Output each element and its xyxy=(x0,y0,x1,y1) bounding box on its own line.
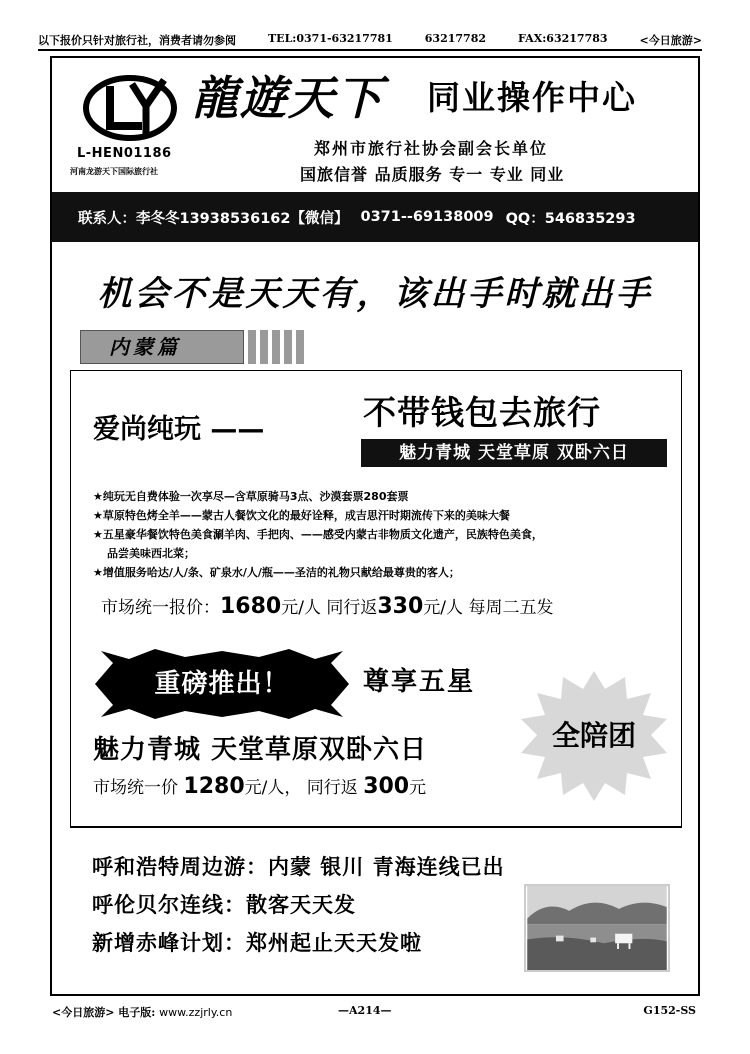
fax-number: FAX:63217783 xyxy=(518,32,608,45)
brand-tagline: 同业操作中心 xyxy=(427,78,637,117)
company-slogan: 国旅信誉 品质服务 专一 专业 同业 xyxy=(300,165,565,184)
top-info-bar xyxy=(38,32,702,50)
offer2-route: 魅力青城 天堂草原双卧六日 xyxy=(93,735,428,765)
company-full-name: 河南龙游天下国际旅行社 xyxy=(70,167,158,176)
burst-banner xyxy=(95,649,349,719)
price-label: 市场统一报价： xyxy=(101,598,220,618)
offer1-features xyxy=(93,487,673,582)
offer2-price xyxy=(93,773,426,799)
agency-notice: 以下报价只针对旅行社，消费者请勿参阅 xyxy=(38,34,236,47)
section-title: 内蒙篇 xyxy=(109,335,181,359)
contact-bar xyxy=(52,192,698,242)
association-title: 郑州市旅行社协会副会长单位 xyxy=(314,139,549,158)
contact-phone: 0371--69138009 xyxy=(360,209,494,225)
section-tab xyxy=(80,330,244,364)
motto: 机会不是天天有，该出手时就出手 xyxy=(97,274,653,314)
grassland-photo xyxy=(524,884,670,972)
rebate-value: 330 xyxy=(377,594,424,619)
price-value: 1280 xyxy=(183,774,245,799)
footer-left xyxy=(52,1004,232,1020)
extra-route-item: 呼伦贝尔连线：散客天天发 xyxy=(92,893,356,917)
offer-box xyxy=(70,370,682,828)
offer1-headline-left: 爱尚纯玩 —— xyxy=(93,414,265,445)
tab-stripes xyxy=(248,330,308,364)
issue-code: G152-SS xyxy=(643,1004,696,1017)
price-label: 市场统一价 xyxy=(93,778,184,798)
rebate-unit: 元/人 每周二五发 xyxy=(423,598,554,618)
footer-site-label: 电子版: xyxy=(118,1006,160,1019)
offer1-route: 魅力青城 天堂草原 双卧六日 xyxy=(361,439,667,467)
contact-qq: QQ：546835293 xyxy=(505,210,636,227)
brand-name: 龍遊天下 xyxy=(192,71,384,125)
page-number: —A214— xyxy=(338,1004,392,1017)
feature-item: ★纯玩无自费体验一次享尽—含草原骑马3点、沙漠套票280套票 xyxy=(93,490,409,503)
footer-magazine: <今日旅游> xyxy=(52,1006,115,1019)
five-star-title: 尊享五星 xyxy=(363,667,476,697)
price-value: 1680 xyxy=(220,594,282,619)
box-divider xyxy=(71,826,681,827)
tel-number: TEL:0371-63217781 xyxy=(268,32,393,45)
extra-route-item: 新增赤峰计划：郑州起止天天发啦 xyxy=(92,931,422,955)
feature-item: ★五星豪华餐饮特色美食涮羊肉、手把肉、——感受内蒙古非物质文化遗产，民族特色美食， xyxy=(93,528,543,541)
bottom-info-bar xyxy=(38,1004,702,1022)
feature-item: ★增值服务哈达/人/条、矿泉水/人/瓶——圣洁的礼物只献给最尊贵的客人； xyxy=(93,566,460,579)
feature-item: ★草原特色烤全羊——蒙古人餐饮文化的最好诠释，成吉思汗时期流传下来的美味大餐 xyxy=(93,509,510,522)
ad-frame xyxy=(50,56,700,996)
license-code: L-HEN01186 xyxy=(77,146,172,161)
offer1-headline-right: 不带钱包去旅行 xyxy=(363,393,601,432)
price-unit: 元/人， 同行返 xyxy=(244,778,364,798)
footer-site-link[interactable]: www.zzjrly.cn xyxy=(159,1006,233,1019)
company-logo-icon xyxy=(80,68,180,148)
tel-number-2: 63217782 xyxy=(424,32,487,45)
offer1-price xyxy=(101,593,553,619)
top-rule xyxy=(38,49,702,51)
extra-routes xyxy=(92,848,505,962)
magazine-name: <今日旅游> xyxy=(639,34,702,47)
badge-text: 全陪团 xyxy=(551,719,636,752)
contact-person: 联系人：李冬冬13938536162【微信】 xyxy=(78,210,349,227)
rebate-value: 300 xyxy=(363,774,410,799)
price-unit: 元/人 同行返 xyxy=(281,598,378,618)
rebate-unit: 元 xyxy=(409,778,427,798)
burst-text: 重磅推出！ xyxy=(154,669,290,699)
extra-route-item: 呼和浩特周边游：内蒙 银川 青海连线已出 xyxy=(92,855,505,879)
feature-item: 品尝美味西北菜； xyxy=(107,547,195,560)
